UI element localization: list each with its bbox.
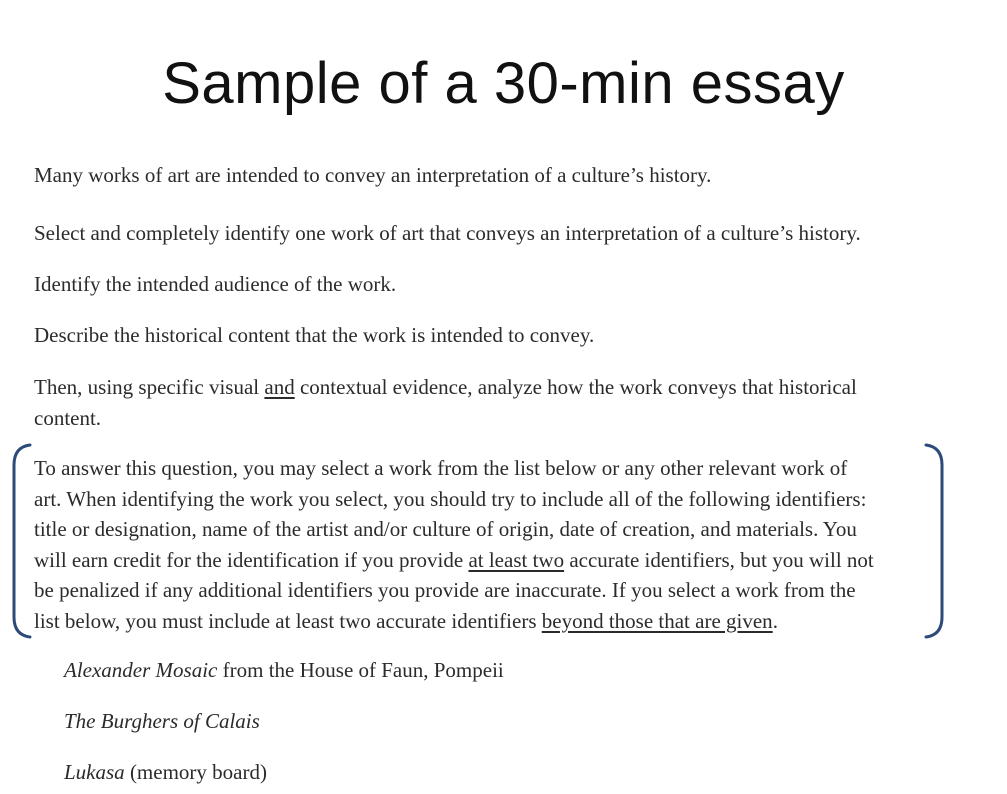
prompt-paragraph-5 bbox=[34, 372, 857, 434]
prompt-paragraph-4: Describe the historical content that the work is intended to convey. bbox=[34, 323, 595, 347]
prompt-p5-text-a: Then, using specific visual bbox=[34, 375, 265, 399]
instructions-l6-underlined: beyond those that are given bbox=[541, 608, 773, 633]
instructions-line-6 bbox=[34, 606, 944, 637]
instructions-line-5: be penalized if any additional identifiers you provide are inaccurate. If you select a work from the bbox=[34, 578, 856, 602]
instructions-line-1: To answer this question, you may select a work from the list below or any other relevant work of bbox=[34, 456, 848, 480]
left-bracket-icon bbox=[8, 443, 34, 639]
instructions-block bbox=[34, 453, 944, 636]
instructions-l6-text-b: . bbox=[772, 608, 778, 633]
prompt-p5-underlined: and bbox=[264, 375, 295, 399]
work-item-1 bbox=[64, 655, 504, 685]
instructions-line-3: title or designation, name of the artist and/or culture of origin, date of creation, and materials. You bbox=[34, 517, 857, 541]
instructions-l4-text-a: will earn credit for the identification if you provide bbox=[34, 547, 469, 572]
work-title: Lukasa bbox=[64, 760, 125, 784]
work-detail: from the House of Faun, Pompeii bbox=[217, 658, 504, 682]
page-title: Sample of a 30-min essay bbox=[162, 51, 845, 116]
work-item-2 bbox=[64, 706, 260, 736]
work-title: The Burghers of Calais bbox=[64, 709, 260, 733]
prompt-p5-text-b: contextual evidence, analyze how the work conveys that historical bbox=[294, 375, 857, 399]
prompt-paragraph-1: Many works of art are intended to convey an interpretation of a culture’s history. bbox=[34, 163, 712, 187]
work-detail: (memory board) bbox=[124, 760, 267, 784]
instructions-l6-text-a: list below, you must include at least two accurate identifiers bbox=[34, 608, 542, 633]
instructions-line-2: art. When identifying the work you select, you should try to include all of the following identifiers: bbox=[34, 486, 867, 511]
instructions-l4-underlined: at least two bbox=[468, 547, 565, 572]
work-title: Alexander Mosaic bbox=[64, 658, 218, 682]
instructions-l4-text-b: accurate identifiers, but you will not bbox=[564, 547, 874, 572]
work-item-3 bbox=[64, 757, 267, 787]
prompt-paragraph-2: Select and completely identify one work of art that conveys an interpretation of a culture’s history. bbox=[34, 221, 861, 245]
instructions-line-4 bbox=[34, 545, 944, 576]
prompt-paragraph-3: Identify the intended audience of the work. bbox=[34, 272, 397, 296]
prompt-p5-text-c: content. bbox=[34, 406, 102, 430]
